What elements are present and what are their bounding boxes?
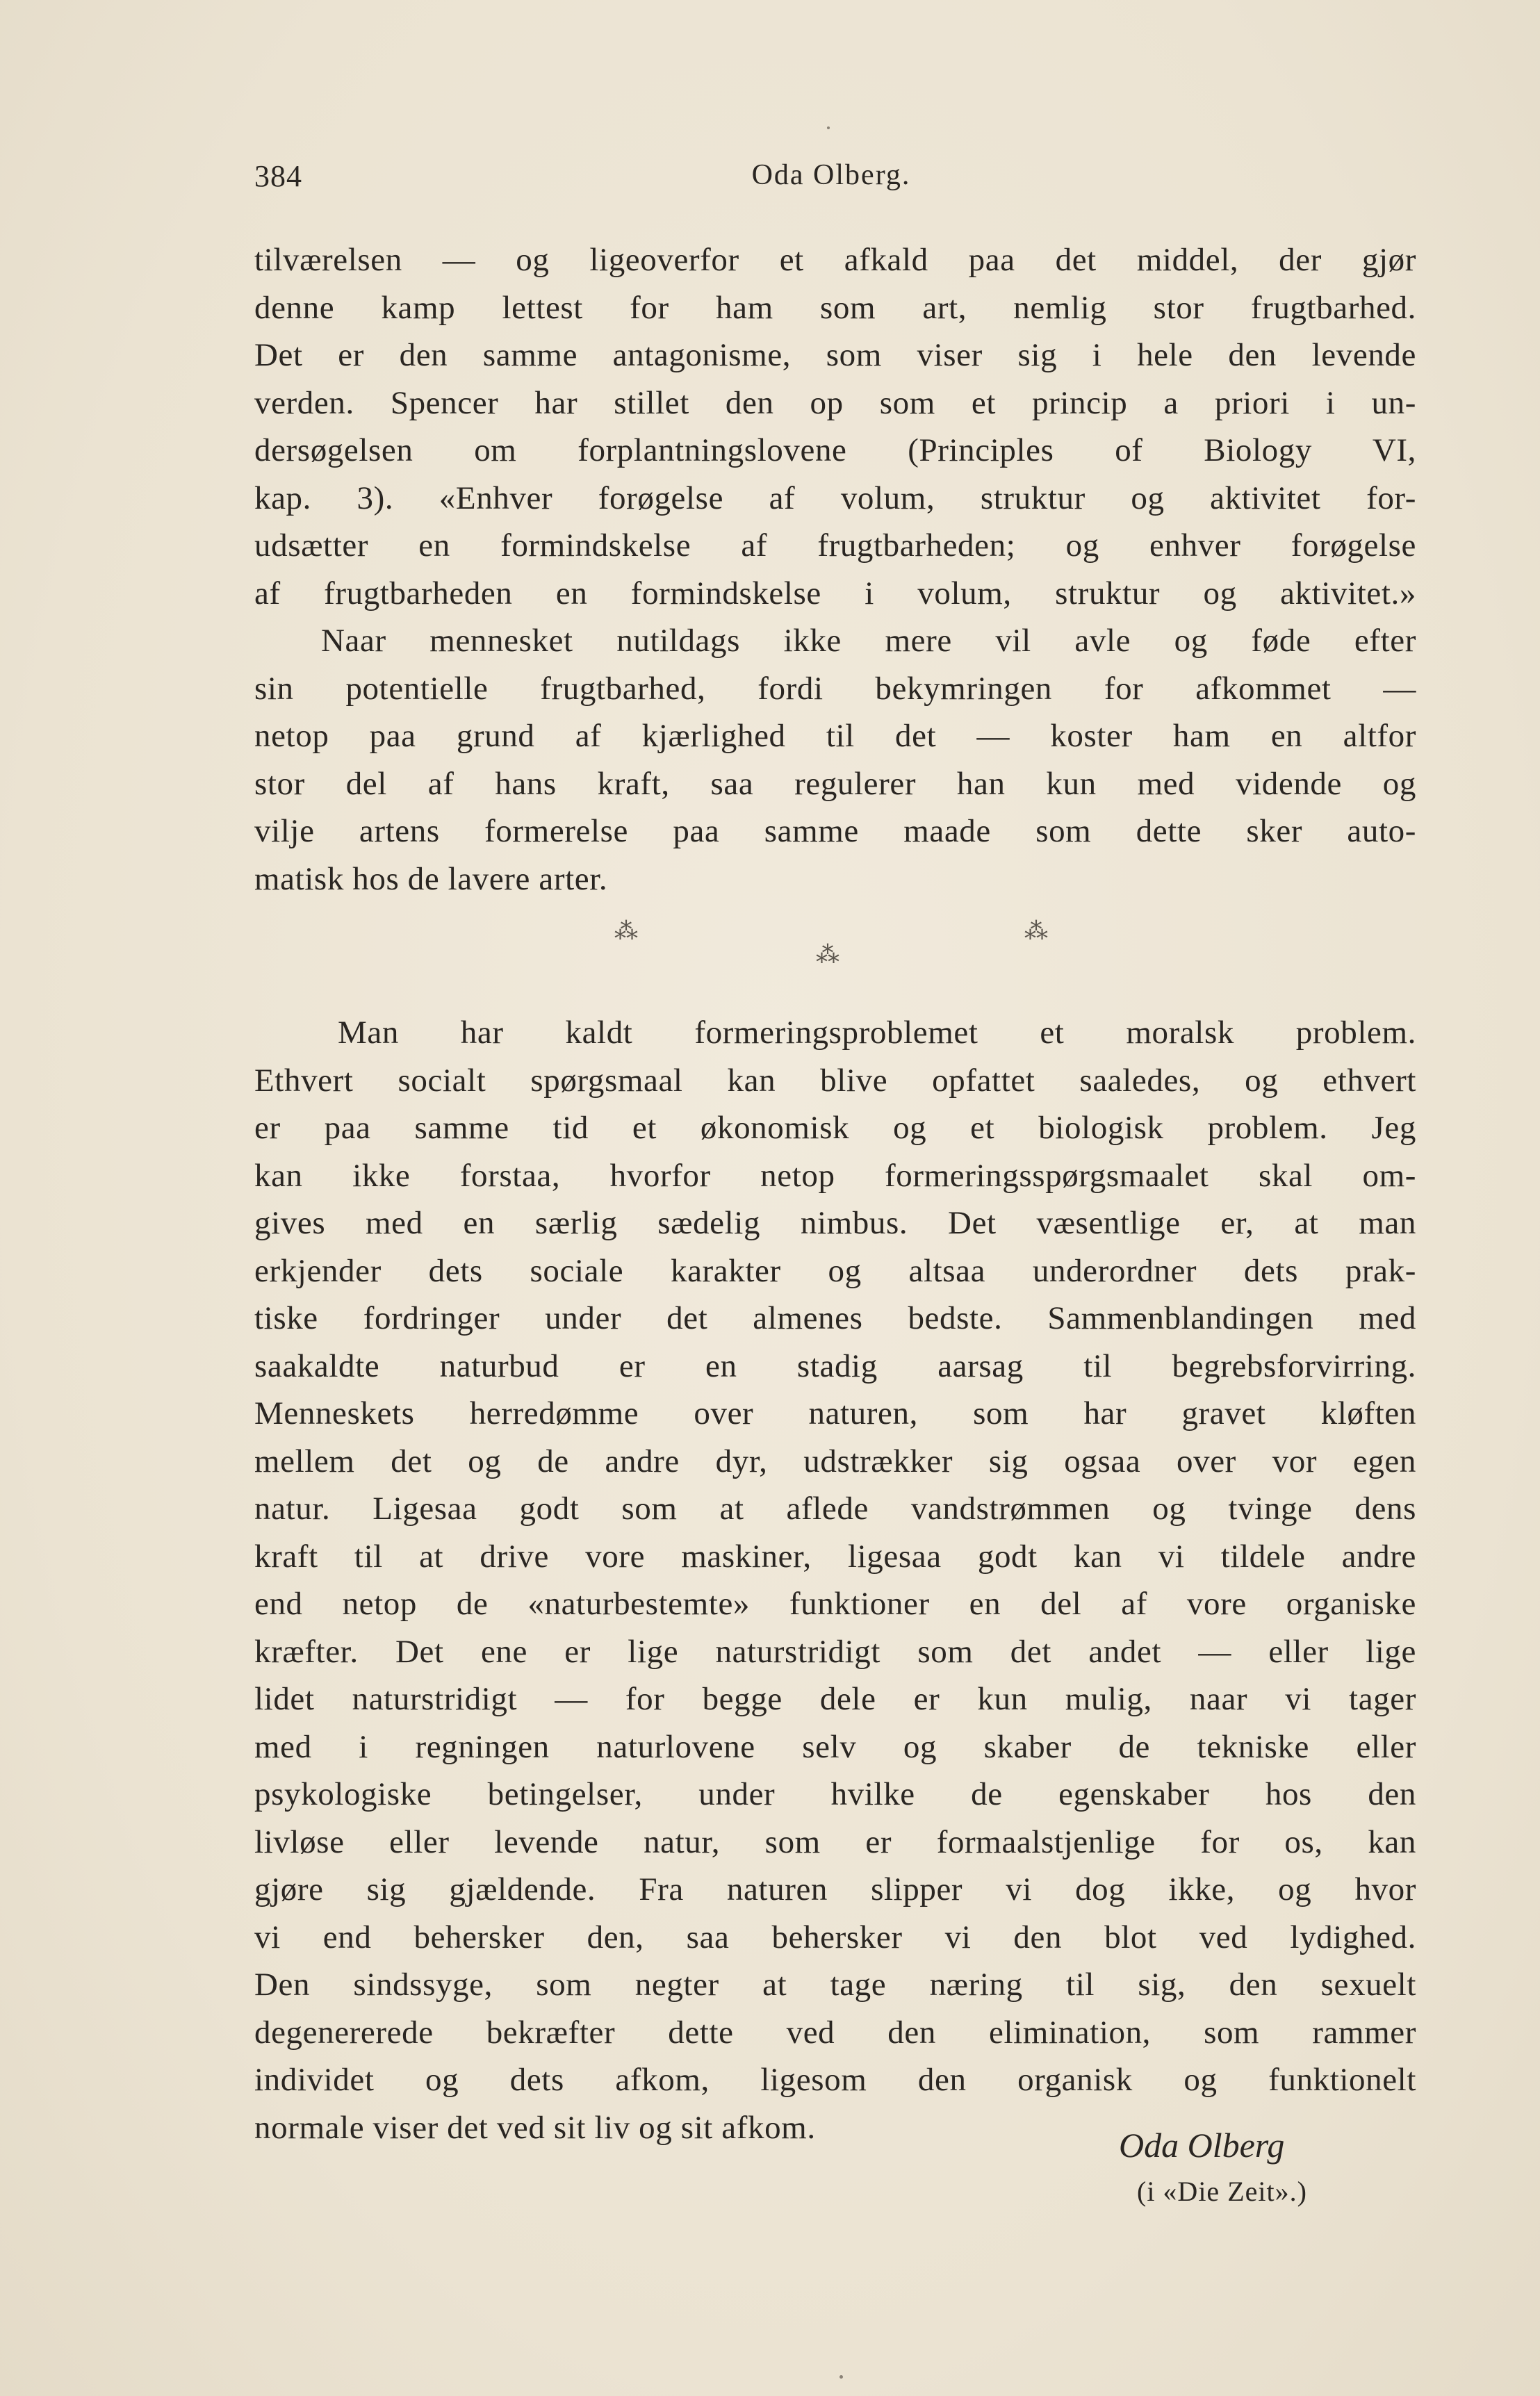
text-line: natur. Ligesaa godt som at aflede vandstrømmen og tvinge dens: [254, 1491, 1416, 1527]
text-line: denne kamp lettest for ham som art, nemlig stor frugtbarhed.: [254, 289, 1416, 326]
text-line: matisk hos de lavere arter.: [254, 860, 608, 897]
text-line: Man har kaldt formeringsproblemet et moralsk problem.: [338, 1015, 1416, 1051]
text-line: vilje artens formerelse paa samme maade som dette sker auto-: [254, 813, 1416, 849]
text-line: dersøgelsen om forplantningslovene (Principles of Biology VI,: [254, 432, 1416, 468]
text-line: stor del af hans kraft, saa regulerer han kun med vidende og: [254, 765, 1416, 802]
text-line: mellem det og de andre dyr, udstrækker sig ogsaa over vor egen: [254, 1443, 1416, 1479]
text-line: udsætter en formindskelse af frugtbarheden; og enhver forøgelse: [254, 527, 1416, 564]
text-line: livløse eller levende natur, som er formaalstjenlige for os, kan: [254, 1823, 1416, 1860]
text-line: vi end behersker den, saa behersker vi den blot ved lydighed.: [254, 1919, 1416, 1955]
text-line: degenererede bekræfter dette ved den elimination, som rammer: [254, 2014, 1416, 2051]
section-separator: [254, 917, 1416, 980]
paragraph-3: [254, 1009, 1416, 2151]
text-line: Den sindssyge, som negter at tage næring til sig, den sexuelt: [254, 1967, 1416, 2003]
text-line: Ethvert socialt spørgsmaal kan blive opfattet saaledes, og ethvert: [254, 1062, 1416, 1099]
author-signature: Oda Olberg: [1119, 2126, 1285, 2165]
text-line: normale viser det ved sit liv og sit afkom.: [254, 2109, 816, 2146]
text-line: kræfter. Det ene er lige naturstridigt som det andet — eller lige: [254, 1633, 1416, 1670]
paper-speck: [839, 2375, 843, 2379]
text-line: end netop de «naturbestemte» funktioner en del af vore organiske: [254, 1586, 1416, 1622]
text-line: er paa samme tid et økonomisk og et biologisk problem. Jeg: [254, 1110, 1416, 1146]
running-head: Oda Olberg.: [751, 159, 911, 191]
asterism-star: ⁂: [1024, 919, 1048, 944]
page-header: [254, 158, 1408, 200]
text-line: saakaldte naturbud er en stadig aarsag til begrebsforvirring.: [254, 1347, 1416, 1384]
text-line: tilværelsen — og ligeoverfor et afkald paa det middel, der gjør: [254, 242, 1416, 278]
text-line: af frugtbarheden en formindskelse i volum, struktur og aktivitet.»: [254, 575, 1416, 612]
text-line: med i regningen naturlovene selv og skaber de tekniske eller: [254, 1728, 1416, 1765]
text-line: netop paa grund af kjærlighed til det — koster ham en altfor: [254, 718, 1416, 754]
text-line: gives med en særlig sædelig nimbus. Det væsentlige er, at man: [254, 1205, 1416, 1241]
text-line: kraft til at drive vore maskiner, ligesaa godt kan vi tildele andre: [254, 1538, 1416, 1575]
text-line: gjøre sig gjældende. Fra naturen slipper vi dog ikke, og hvor: [254, 1871, 1416, 1907]
asterism-star: ⁂: [614, 919, 638, 944]
text-line: kap. 3). «Enhver forøgelse af volum, struktur og aktivitet for-: [254, 479, 1416, 516]
text-line: sin potentielle frugtbarhed, fordi bekymringen for afkommet —: [254, 670, 1416, 707]
text-line: lidet naturstridigt — for begge dele er kun mulig, naar vi tager: [254, 1681, 1416, 1717]
paper-speck: [827, 126, 830, 129]
text-line: tiske fordringer under det almenes bedste. Sammenblandingen med: [254, 1300, 1416, 1336]
text-line: Menneskets herredømme over naturen, som har gravet kløften: [254, 1395, 1416, 1431]
text-line: Det er den samme antagonisme, som viser sig i hele den levende: [254, 337, 1416, 373]
text-line: erkjender dets sociale karakter og altsaa underordner dets prak-: [254, 1252, 1416, 1289]
page-number: 384: [254, 159, 302, 193]
text-line: verden. Spencer har stillet den op som et princip a priori i un-: [254, 384, 1416, 421]
text-line: psykologiske betingelser, under hvilke de egenskaber hos den: [254, 1776, 1416, 1812]
text-line: individet og dets afkom, ligesom den organisk og funktionelt: [254, 2062, 1416, 2098]
text-line: Naar mennesket nutildags ikke mere vil avle og føde efter: [321, 623, 1416, 659]
paragraph-1: [254, 236, 1416, 903]
text-line: kan ikke forstaa, hvorfor netop formeringsspørgsmaalet skal om-: [254, 1157, 1416, 1194]
source-citation: (i «Die Zeit».): [1137, 2176, 1307, 2207]
asterism-star: ⁂: [816, 942, 839, 968]
